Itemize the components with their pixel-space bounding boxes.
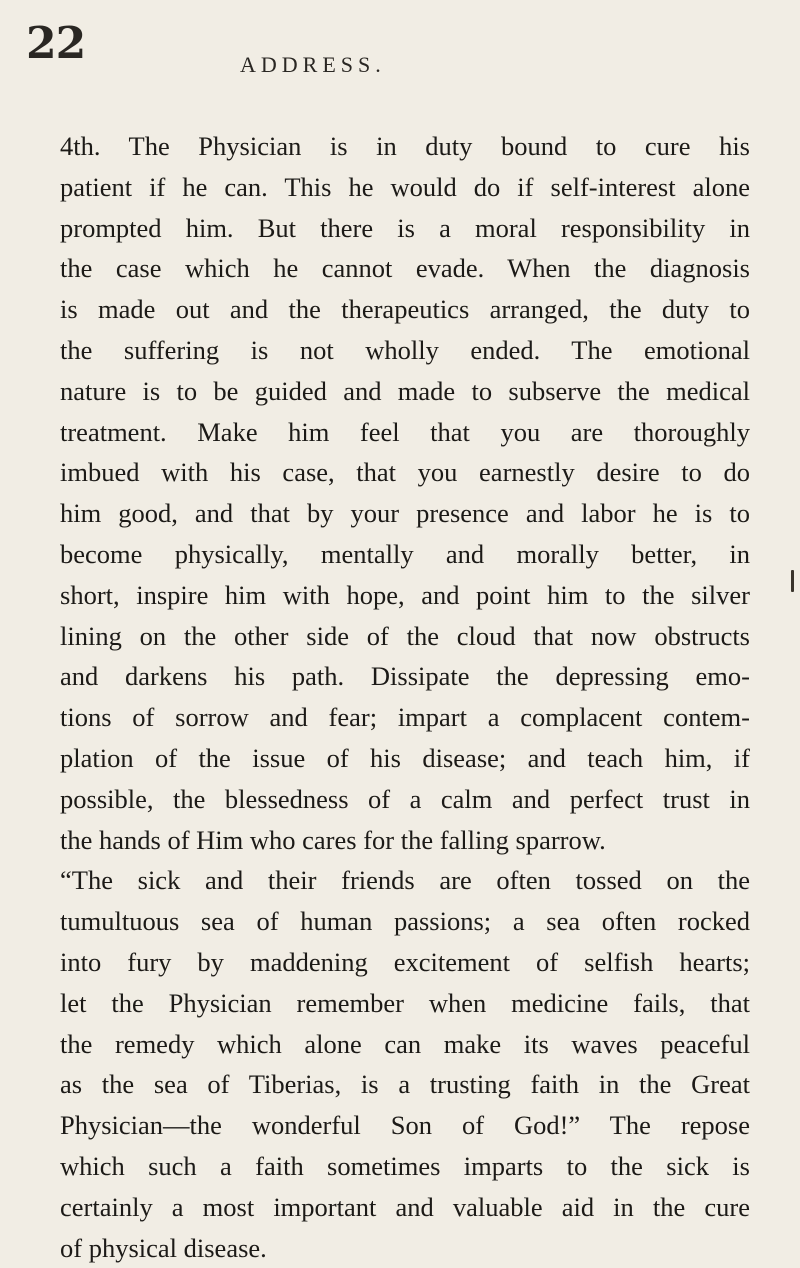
text-line: the suffering is not wholly ended. The emotional	[60, 334, 750, 365]
running-head: ADDRESS.	[240, 52, 386, 77]
text-line: Physician—the wonderful Son of God!” The repose	[60, 1110, 750, 1141]
text-line: him good, and that by your presence and labor he is to	[60, 498, 750, 529]
text-line: treatment. Make him feel that you are thoroughly	[60, 416, 750, 447]
page-edge-mark	[791, 570, 794, 592]
body-text	[60, 126, 750, 1268]
text-line: certainly a most important and valuable aid in the cure	[60, 1191, 750, 1222]
text-line: short, inspire him with hope, and point him to the silver	[60, 579, 750, 610]
text-line: of physical disease.	[60, 1232, 267, 1263]
text-line: which such a faith sometimes imparts to the sick is	[60, 1150, 750, 1181]
text-line: possible, the blessedness of a calm and perfect trust in	[60, 783, 750, 814]
text-line: the case which he cannot evade. When the diagnosis	[60, 253, 750, 284]
text-line: and darkens his path. Dissipate the depressing emo-	[60, 661, 750, 692]
text-line: 4th. The Physician is in duty bound to cure his	[60, 131, 750, 161]
text-line: lining on the other side of the cloud that now obstructs	[60, 620, 750, 651]
page-number: 22	[26, 18, 86, 69]
text-line: imbued with his case, that you earnestly desire to do	[60, 457, 750, 488]
text-line: prompted him. But there is a moral responsibility in	[60, 212, 750, 243]
text-line: is made out and the therapeutics arranged, the duty to	[60, 294, 750, 325]
text-line: tions of sorrow and fear; impart a complacent contem-	[60, 702, 750, 733]
text-line: the remedy which alone can make its waves peaceful	[60, 1028, 750, 1059]
text-line: into fury by maddening excitement of selfish hearts;	[60, 946, 750, 977]
text-line: “The sick and their friends are often tossed on the	[60, 865, 750, 896]
text-line: the hands of Him who cares for the falling sparrow.	[60, 824, 606, 855]
text-line: tumultuous sea of human passions; a sea often rocked	[60, 906, 750, 937]
text-line: become physically, mentally and morally better, in	[60, 538, 750, 569]
text-line: as the sea of Tiberias, is a trusting faith in the Great	[60, 1069, 750, 1100]
text-line: patient if he can. This he would do if self-interest alone	[60, 171, 750, 202]
text-line: let the Physician remember when medicine fails, that	[60, 987, 750, 1018]
text-line: plation of the issue of his disease; and teach him, if	[60, 742, 750, 773]
text-line: nature is to be guided and made to subserve the medical	[60, 375, 750, 406]
